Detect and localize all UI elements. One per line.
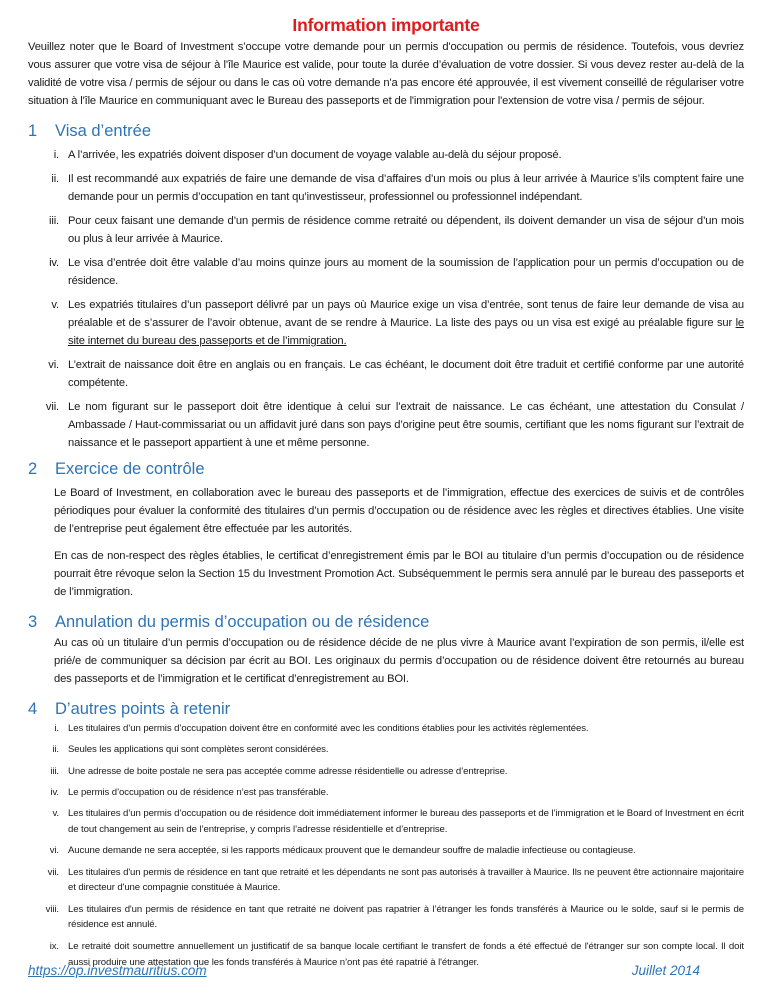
list-item — [28, 170, 744, 206]
list-item — [28, 721, 744, 737]
list-item — [28, 398, 744, 452]
list-item — [28, 254, 744, 290]
list-marker: i. — [54, 723, 59, 734]
section-heading-controle — [28, 458, 744, 480]
list-marker: ix. — [49, 940, 59, 952]
footer-url-link[interactable]: https://op.investmauritius.com — [28, 963, 207, 978]
list-marker: vi. — [49, 845, 59, 857]
list-item — [28, 212, 744, 248]
footer-date: Juillet 2014 — [631, 963, 700, 978]
list-item — [28, 742, 744, 758]
business-visa-term: une demande de visa d’affaires — [269, 173, 422, 185]
section-title: Annulation du permis d’occupation ou de résidence — [55, 613, 430, 631]
list-item — [28, 356, 744, 392]
list-marker: v. — [51, 299, 59, 311]
list-item-text: Aucune demande ne sera acceptée, si les rapports médicaux prouvent que le demandeur souffre de maladie infectieuse ou contagieuse. — [68, 845, 636, 857]
section-title: Exercice de contrôle — [55, 460, 205, 478]
list-marker: iii. — [50, 765, 59, 777]
list-item-text: Le nom figurant sur le passeport doit être identique à celui sur l’extrait de naissance. Le cas échéant, une attestation du Consulat / Ambassade / Haut-commissariat ou un affidavit juré dans son pays d’origine peut être soumis, certifiant que les noms figurant sur l’extrait de naissance et le passeport appartient à une et même personne. — [68, 401, 744, 449]
list-item-text: Une adresse de boite postale ne sera pas acceptée comme adresse résidentielle ou adresse d’entreprise. — [68, 765, 508, 777]
list-marker: ii. — [52, 744, 59, 756]
section-title: D’autres points à retenir — [55, 700, 231, 718]
list-item-text — [68, 170, 744, 206]
text-fragment: Il est recommandé aux expatriés de faire — [68, 173, 270, 185]
section-title: Visa d’entrée — [55, 122, 152, 140]
list-item-text: Les titulaires d’un permis d’occupation doivent être en conformité avec les conditions établies pour les activités règlementées. — [68, 723, 589, 734]
body-paragraph: En cas de non-respect des règles établies, le certificat d’enregistrement émis par le BOI au titulaire d’un permis d’occupation ou de résidence pourrait être révoque selon la Section 15 du Investment Promotion Act. Subséquemment le permis sera annulé par le bureau des passeports et de l’immigration. — [54, 550, 744, 598]
list-marker: vii. — [45, 401, 59, 413]
list-marker: ii. — [51, 173, 59, 185]
immigration-website-link[interactable]: le site internet du bureau des passeports et de l’immigration. — [68, 317, 744, 347]
list-item-text: Le retraité doit soumettre annuellement un justificatif de sa banque locale certifiant le transfert de fonds a été effectué de l'étranger sur son compte local. Il doit aussi produire une attestation que les fonds transférés à Maurice n’ont pas été rapatrié à l'étranger. — [68, 940, 744, 968]
list-item-text: Le permis d’occupation ou de résidence n’est pas transférable. — [68, 786, 329, 798]
text-fragment: Les expatriés titulaires d’un passeport délivré par un pays où Maurice exige un visa d’entrée, sont tenus de faire leur demande de visa au préalable et de s’assurer de l’avoir obtenue, avant de se rendre à Maurice. La liste des pays ou un visa est exigé au préalable figure sur — [68, 299, 744, 329]
body-paragraph: Au cas où un titulaire d’un permis d’occupation ou de résidence décide de ne plus vivre à Maurice avant l’expiration de son permis, il/elle est prié/e de communiquer sa décision par écrit au BOI. Les originaux du permis d’occupation ou de résidence doivent être retournés au bureau des passeports et de l’immigration et le certificat d’enregistrement au BOI. — [54, 637, 744, 685]
list-item — [28, 296, 744, 350]
list-item-text: A l’arrivée, les expatriés doivent disposer d’un document de voyage valable au-delà du séjour proposé. — [68, 149, 562, 161]
section-number: 1 — [28, 122, 38, 140]
list-marker: v. — [52, 808, 59, 820]
page-title: Information importante — [292, 15, 480, 35]
list-item-text: Pour ceux faisant une demande d’un permis de résidence comme retraité ou dépendent, ils doivent demander un visa de séjour d’un mois ou plus à leur arrivée à Maurice. — [68, 215, 744, 245]
section-number: 2 — [28, 460, 38, 478]
document-page — [28, 14, 744, 976]
list-item — [28, 902, 744, 934]
list-marker: vii. — [47, 866, 59, 878]
list-marker: iv. — [49, 257, 59, 269]
page-footer — [28, 963, 700, 978]
list-item-text: Les titulaires d'un permis de résidence en tant que retraité et les dépendants ne sont pas autorisés à travailler à Maurice. Ils ne peuvent être actionnaire majoritaire et directeur d'une compagnie constituée à Maurice. — [68, 866, 744, 894]
list-item-text: Les titulaires d’un permis d’occupation ou de résidence doit immédiatement informer le bureau des passeports et de l’immigration et le Board of Investment en écrit de tout changement au sein de l’entreprise, y compris l’adresse résidentielle et d’entreprise. — [68, 808, 744, 835]
list-item — [28, 806, 744, 838]
intro-paragraph: Veuillez noter que le Board of Investment s’occupe votre demande pour un permis d'occupation ou permis de résidence. Toutefois, vous devriez vous assurer que votre visa de séjour à l'île Maurice est valide, pour toute la durée d’évaluation de votre dossier. Si vous devez rester au-delà de la validité de votre visa / permis de séjour ou dans le cas où votre demande n'a pas encore été approuvée, il est vivement conseillé de régulariser votre situation à l'île Maurice en communiquant avec le Bureau des passeports et de l'immigration pour l'extension de votre visa / permis de séjour. — [28, 41, 744, 107]
list-item — [28, 843, 744, 859]
visa-list — [28, 146, 744, 452]
list-marker: viii. — [45, 903, 59, 915]
list-item — [28, 764, 744, 780]
list-item — [28, 146, 744, 164]
section-heading-visa — [28, 120, 744, 142]
list-marker: iv. — [50, 786, 59, 798]
list-marker: i. — [53, 149, 59, 161]
list-item-text — [68, 296, 744, 350]
list-item-text: Le visa d’entrée doit être valable d’au moins quinze jours au moment de la soumission de l’application pour un permis d’occupation ou de résidence. — [68, 257, 744, 287]
list-item-text: Les titulaires d'un permis de résidence en tant que retraité ne doivent pas rapatrier à l’étranger les fonds transférés à Maurice ou le solde, sauf si le permis de résidence est annulé. — [68, 903, 744, 931]
section-number: 4 — [28, 700, 38, 718]
list-item-text: Seules les applications qui sont complètes seront considérées. — [68, 744, 329, 756]
list-marker: iii. — [49, 215, 59, 227]
section-heading-autres-points — [28, 698, 744, 720]
list-item — [28, 785, 744, 801]
list-item-text: L’extrait de naissance doit être en anglais ou en français. Le cas échéant, le document doit être traduit et certifié conforme par une autorité compétente. — [68, 359, 744, 389]
body-paragraph: Le Board of Investment, en collaboration avec le bureau des passeports et de l’immigration, effectue des exercices de suivis et de contrôles périodiques pour évaluer la conformité des titulaires d’un permis d’occupation ou de résidence avec les règles et directives établies. Une visite de l’entreprise peut également être effectuée par les autorités. — [54, 487, 744, 535]
section-heading-annulation — [28, 611, 744, 633]
list-marker: vi. — [48, 359, 59, 371]
autres-points-list — [28, 721, 744, 970]
section-number: 3 — [28, 613, 38, 631]
text-fragment: d’un mois ou plus à leur arrivée à Maurice s’ils comptent faire une demande pour un permis d’occupation en tant qu’investisseur, professionnel ou professionnel indépendant. — [68, 173, 745, 203]
list-item — [28, 865, 744, 897]
